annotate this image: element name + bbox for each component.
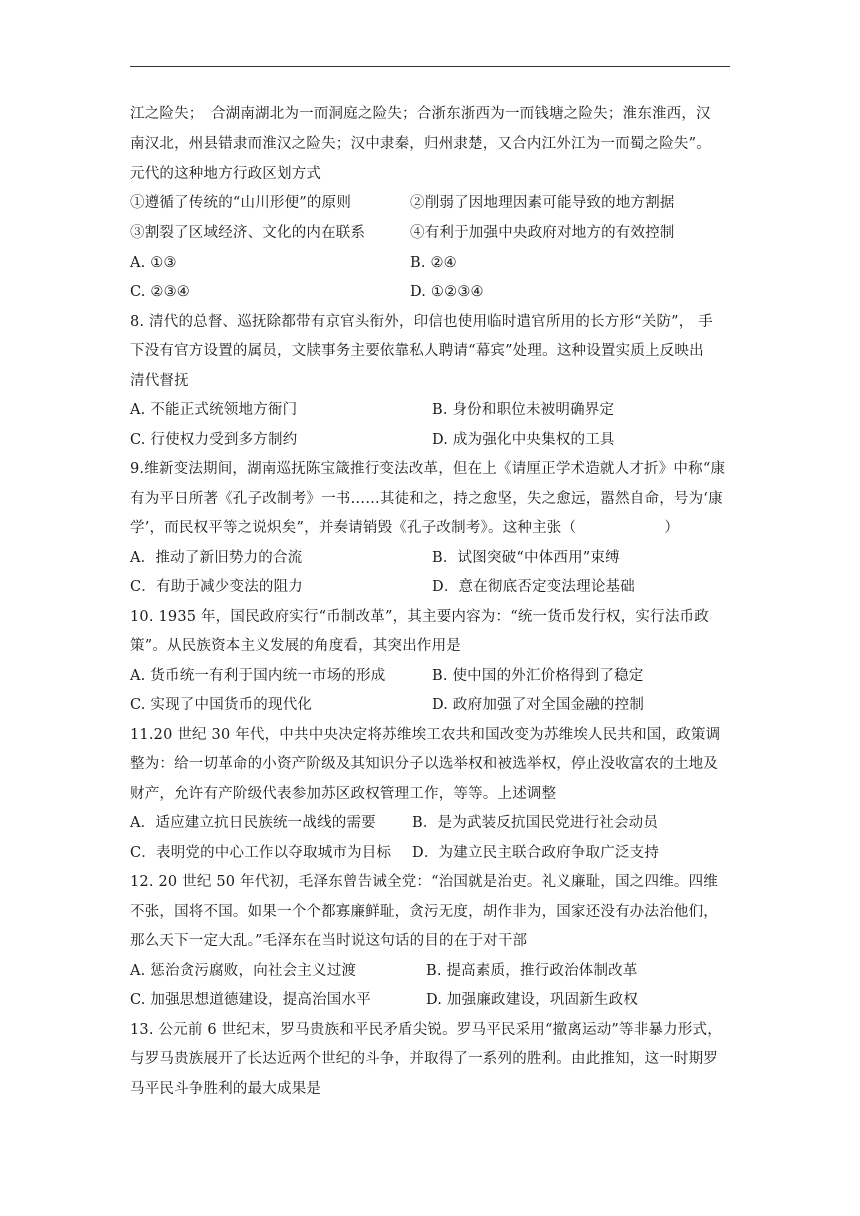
q12-stem-line-2: 不张，国将不国。如果一个个都寡廉鲜耻，贪污无度，胡作非为，国家还没有办法治他们， (130, 904, 718, 920)
q12-option-b: B. 提高素质，推行政治体制改革 (426, 963, 638, 979)
q7-statement-3: ③割裂了区域经济、文化的内在联系 (130, 225, 366, 241)
q12-option-c: C. 加强思想道德建设，提高治国水平 (130, 992, 371, 1008)
q7-statement-1: ①遵循了传统的“山川形便”的原则 (130, 195, 352, 211)
q10-stem-line-1: 10. 1935 年，国民政府实行“币制改革”，其主要内容为：“统一货币发行权，实行法币政 (130, 609, 709, 625)
q7-option-d: D. ①②③④ (410, 284, 484, 300)
q7-stem-line-1: 江之险失； 合湖南湖北为一而洞庭之险失；合浙东浙西为一而钱塘之险失；淮东淮西，汉 (130, 106, 711, 122)
q8-option-b: B. 身份和职位未被明确界定 (432, 402, 615, 418)
q12-stem-line-3: 那么天下一定大乱。”毛泽东在当时说这句话的目的在于对干部 (130, 933, 528, 949)
q7-stem-line-3: 元代的这种地方行政区划方式 (130, 166, 322, 182)
q11-options-row-1 (130, 813, 659, 833)
q12-stem-line-1: 12. 20 世纪 50 年代初，毛泽东曾告诫全党：“治国就是治吏。礼义廉耻，国之四维。四维 (130, 874, 719, 890)
q9-option-d: D．意在彻底否定变法理论基础 (432, 579, 635, 595)
q10-option-c: C. 实现了中国货币的现代化 (130, 697, 313, 713)
q8-stem-line-3: 清代督抚 (130, 373, 189, 389)
q9-option-b: B．试图突破“中体西用”束缚 (432, 550, 620, 566)
q11-stem-line-3: 财产，允许有产阶级代表参加苏区政权管理工作，等等。上述调整 (130, 786, 557, 802)
q9-option-a: A．推动了新旧势力的合流 (130, 550, 303, 566)
q9-options-row-1 (130, 548, 620, 568)
q7-statements-row-2 (130, 223, 675, 243)
q9-option-c: C．有助于减少变法的阻力 (130, 579, 303, 595)
q7-statements-row-1 (130, 193, 675, 213)
q7-options-row-2 (130, 282, 484, 302)
q12-option-a: A. 惩治贪污腐败，向社会主义过渡 (130, 963, 357, 979)
q11-options-row-2 (130, 843, 660, 863)
q9-options-row-2 (130, 577, 635, 597)
q7-stem-line-2: 南汉北，州县错隶而淮汉之险失；汉中隶秦，归州隶楚，又合内江外江为一而蜀之险失”。 (130, 136, 711, 152)
q13-stem-line-1: 13. 公元前 6 世纪末，罗马贵族和平民矛盾尖锐。罗马平民采用“撤离运动”等非暴力形式， (130, 1022, 722, 1038)
q12-options-row-2 (130, 990, 639, 1010)
q10-options-row-2 (130, 695, 645, 715)
q7-options-row-1 (130, 253, 457, 273)
q10-option-b: B. 使中国的外汇价格得到了稳定 (432, 668, 644, 684)
q11-stem-line-2: 整为：给一切革命的小资产阶级及其知识分子以选举权和被选举权，停止没收富农的土地及 (130, 756, 718, 772)
q10-option-d: D. 政府加强了对全国金融的控制 (432, 697, 645, 713)
q7-option-a: A. ①③ (130, 255, 177, 271)
q8-stem-line-1: 8. 清代的总督、巡抚除都带有京官头衔外，印信也使用临时遣官所用的长方形“关防”， 手 (130, 314, 713, 330)
q10-option-a: A. 货币统一有利于国内统一市场的形成 (130, 668, 386, 684)
q13-stem-line-2: 与罗马贵族展开了长达近两个世纪的斗争，并取得了一系列的胜利。由此推知，这一时期罗 (130, 1051, 718, 1067)
q12-options-row-1 (130, 961, 638, 981)
q9-stem-line-1: 9.维新变法期间，湖南巡抚陈宝箴推行变法改革，但在上《请厘正学术造就人才折》中称“康 (130, 461, 726, 477)
q7-statement-2: ②削弱了因地理因素可能导致的地方割据 (410, 195, 675, 211)
q11-option-d: D．为建立民主联合政府争取广泛支持 (412, 845, 660, 861)
header-rule (130, 66, 730, 67)
q7-option-c: C. ②③④ (130, 284, 190, 300)
q8-options-row-2 (130, 430, 615, 450)
q7-statement-4: ④有利于加强中央政府对地方的有效控制 (410, 225, 675, 241)
q13-stem-line-3: 马平民斗争胜利的最大成果是 (130, 1081, 322, 1097)
q8-option-c: C. 行使权力受到多方制约 (130, 432, 298, 448)
q8-options-row-1 (130, 400, 615, 420)
q9-stem-line-3: 学’，而民权平等之说炽矣”，并奏请销毁《孔子改制考》。这种主张（ ） (130, 520, 680, 536)
q11-option-b: B．是为武装反抗国民党进行社会动员 (412, 815, 659, 831)
q10-options-row-1 (130, 666, 644, 686)
q8-option-d: D. 成为强化中央集权的工具 (432, 432, 615, 448)
q12-option-d: D. 加强廉政建设，巩固新生政权 (426, 992, 639, 1008)
q8-option-a: A. 不能正式统领地方衙门 (130, 402, 298, 418)
q9-stem-line-2: 有为平日所著《孔子改制考》一书……其徒和之，持之愈坚，失之愈远，嚣然自命，号为‘康 (130, 491, 723, 507)
q11-stem-line-1: 11.20 世纪 30 年代，中共中央决定将苏维埃工农共和国改变为苏维埃人民共和国，政策调 (130, 727, 721, 743)
q11-option-c: C．表明党的中心工作以夺取城市为目标 (130, 845, 392, 861)
q7-option-b: B. ②④ (410, 255, 457, 271)
q11-option-a: A．适应建立抗日民族统一战线的需要 (130, 815, 376, 831)
q8-stem-line-2: 下没有官方设置的属员，文牍事务主要依靠私人聘请“幕宾”处理。这种设置实质上反映出 (130, 343, 704, 359)
q10-stem-line-2: 策”。从民族资本主义发展的角度看，其突出作用是 (130, 638, 462, 654)
